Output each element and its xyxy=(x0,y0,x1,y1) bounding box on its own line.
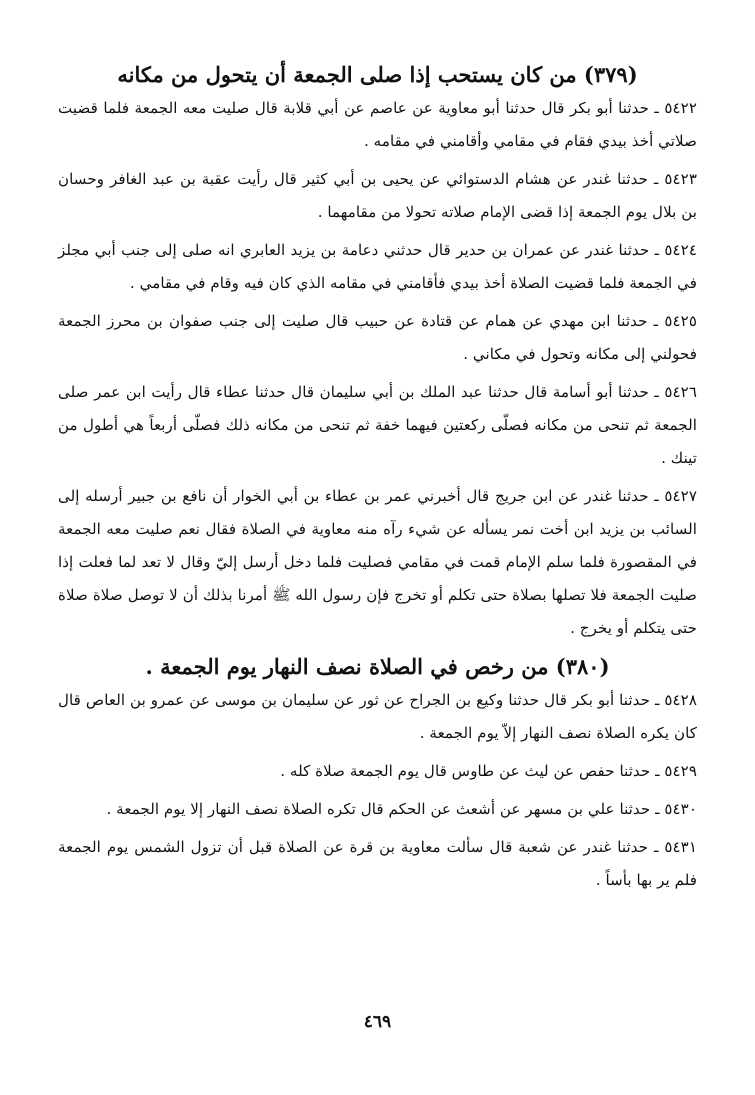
hadith-5422: ٥٤٢٢ ـ حدثنا أبو بكر قال حدثنا أبو معاوية عن عاصم عن أبي قلابة قال صليت معه الجمعة فلما قضيت صلاتي أخذ بيدي فقام في مقامي وأقامني في مقامه . xyxy=(58,99,697,150)
hadith-5431: ٥٤٣١ ـ حدثنا غندر عن شعبة قال سألت معاوية بن قرة عن الصلاة قبل أن تزول الشمس يوم الجمعة فلم ير بها بأساً . xyxy=(58,838,697,889)
hadith-5425: ٥٤٢٥ ـ حدثنا ابن مهدي عن همام عن قتادة عن حبيب قال صليت إلى جنب صفوان بن محرز الجمعة فحولني إلى مكانه وتحول في مكاني . xyxy=(58,312,697,363)
hadith-5429: ٥٤٢٩ ـ حدثنا حفص عن ليث عن طاوس قال يوم الجمعة صلاة كله . xyxy=(280,762,697,780)
chapter-heading-379: (٣٧٩) من كان يستحب إذا صلى الجمعة أن يتحول من مكانه xyxy=(117,62,638,87)
hadith-5430: ٥٤٣٠ ـ حدثنا علي بن مسهر عن أشعث عن الحكم قال تكره الصلاة نصف النهار إلا يوم الجمعة . xyxy=(106,800,697,818)
hadith-5423: ٥٤٢٣ ـ حدثنا غندر عن هشام الدستوائي عن يحيى بن أبي كثير قال رأيت عقبة بن عبد الغافر وحسان بن بلال يوم الجمعة إذا قضى الإمام صلاته تحولا من مقامهما . xyxy=(58,170,697,221)
hadith-5426: ٥٤٢٦ ـ حدثنا أبو أسامة قال حدثنا عبد الملك بن أبي سليمان قال حدثنا عطاء قال رأيت ابن عمر صلى الجمعة ثم تنحى من مكانه فصلّى ركعتين فيهما خفة ثم تنحى من مكانه ذلك فصلّى أربعاً هي أطول من تينك . xyxy=(58,383,697,467)
hadith-5428: ٥٤٢٨ ـ حدثنا أبو بكر قال حدثنا وكيع بن الجراح عن ثور عن سليمان بن موسى عن عمرو بن العاص قال كان يكره الصلاة نصف النهار إلاّ يوم الجمعة . xyxy=(58,691,697,742)
chapter-heading-380: (٣٨٠) من رخص في الصلاة نصف النهار يوم الجمعة . xyxy=(145,654,610,679)
hadith-5424: ٥٤٢٤ ـ حدثنا غندر عن عمران بن حدير قال حدثني دعامة بن يزيد العابري انه صلى إلى جنب أبي مجلز في الجمعة فلما قضيت الصلاة أخذ بيدي فأقامني في مقامه الذي كان فيه وقام في مقامي . xyxy=(58,241,697,292)
hadith-5427: ٥٤٢٧ ـ حدثنا غندر عن ابن جريج قال أخبرني عمر بن عطاء بن أبي الخوار أن نافع بن جبير أرسله إلى السائب بن يزيد ابن أخت نمر يسأله عن شيء رآه منه معاوية في الصلاة فقال نعم صليت معه الجمعة في المقصورة فلما سلم الإمام قمت في مقامي فصليت فلما دخل أرسل إليّ وقال لا تعد لما فعلت إذا صليت الجمعة فلا تصلها بصلاة حتى تكلم أو تخرج فإن رسول الله ﷺ أمرنا بذلك أن لا توصل صلاة صلاة حتى يتكلم أو يخرج . xyxy=(58,487,697,637)
page-number: ٤٦٩ xyxy=(363,1012,392,1032)
